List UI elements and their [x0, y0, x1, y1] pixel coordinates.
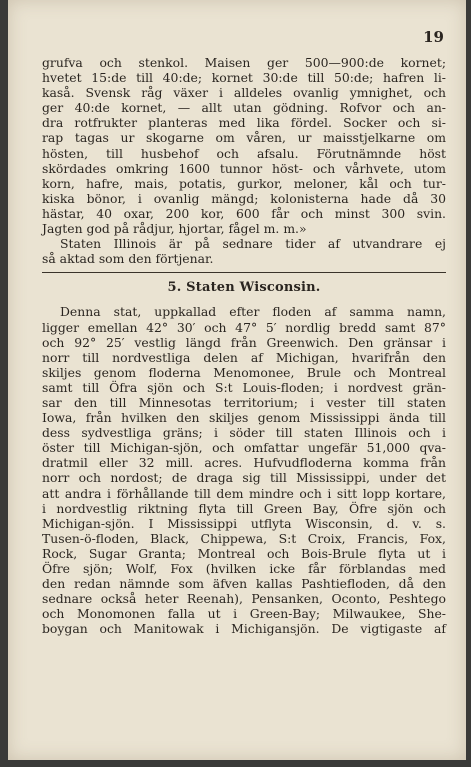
text-line: att andra i förhållande till dem mindre och i sitt lopp kortare, — [42, 485, 446, 501]
text-line: hösten, till husbehof och afsalu. Förutnämnde höst — [42, 145, 446, 161]
paragraph-crops — [42, 55, 446, 236]
text-line: norr och nordost; de draga sig till Mississippi, under det — [42, 470, 446, 486]
text-line: sednare också heter Reenah), Pensanken, Oconto, Peshtego — [42, 591, 446, 607]
text-line: Denna stat, uppkallad efter floden af samma namn, — [60, 304, 446, 320]
text-line: öster till Michigan-sjön, och omfattar ungefär 51,000 qva- — [42, 440, 446, 456]
paragraph-illinois — [42, 236, 446, 266]
text-line: korn, hafre, mais, potatis, gurkor, meloner, kål och tur- — [42, 175, 446, 191]
text-line: boygan och Manitowak i Michigansjön. De vigtigaste af — [42, 621, 446, 637]
text-line: i nordvestlig riktning flyta till Green Bay, Öfre sjön och — [42, 500, 446, 516]
section-rule — [42, 272, 446, 273]
text-line: dra rotfrukter planteras med lika fördel. Socker och si- — [42, 115, 446, 131]
text-line: så aktad som den förtjenar. — [42, 251, 214, 267]
text-line: skördades omkring 1600 tunnor höst- och vårhvete, utom — [42, 160, 446, 176]
text-line: dess sydvestliga gräns; i söder till staten Illinois och i — [42, 425, 446, 441]
text-line: Öfre sjön; Wolf, Fox (hvilken icke får förblandas med — [42, 561, 446, 576]
text-line: Iowa, från hvilken den skiljes genom Mississippi ända till — [42, 410, 446, 426]
text-line: den redan nämnde som äfven kallas Pashtiefloden, då den — [42, 576, 446, 592]
text-line: och Monomonen falla ut i Green-Bay; Milwaukee, She- — [42, 606, 446, 622]
text-line: Tusen-ö-floden, Black, Chippewa, S:t Croix, Francis, Fox, — [42, 530, 446, 546]
text-line: Staten Illinois är på sednare tider af utvandrare ej — [60, 236, 446, 252]
text-line: ger 40:de kornet, — allt utan gödning. Rofvor och an- — [42, 100, 446, 116]
page-number: 19 — [423, 28, 444, 46]
text-line: dratmil eller 32 mill. acres. Hufvudfloderna komma från — [42, 455, 446, 471]
text-line: Rock, Sugar Granta; Montreal och Bois-Brule flyta ut i — [42, 545, 446, 561]
text-line: norr till nordvestliga delen af Michigan, hvarifrån den — [42, 349, 446, 365]
text-line: grufva och stenkol. Maisen ger 500—900:de kornet; — [42, 55, 446, 70]
text-line: Michigan-sjön. I Mississippi utflyta Wisconsin, d. v. s. — [42, 515, 446, 531]
text-line: och 92° 25′ vestlig längd från Greenwich. Den gränsar i — [42, 334, 446, 350]
text-line: rap tagas ur skogarne om våren, ur maisstjelkarne om — [42, 130, 446, 146]
text-line: samt till Öfra sjön och S:t Louis-floden; i nordvest grän- — [42, 379, 446, 395]
text-line: kiska bönor, i ovanlig mängd; kolonisterna hade då 30 — [42, 190, 446, 206]
book-page — [8, 0, 466, 760]
text-line: hästar, 40 oxar, 200 kor, 600 får och minst 300 svin. — [42, 205, 446, 221]
text-line: hvetet 15:de till 40:de; kornet 30:de till 50:de; hafren li- — [42, 70, 446, 86]
page-text — [42, 55, 446, 636]
text-line: Jagten god på rådjur, hjortar, fågel m. m.» — [42, 221, 307, 237]
text-line: ligger emellan 42° 30′ och 47° 5′ nordlig bredd samt 87° — [42, 319, 446, 335]
paragraph-wisconsin — [42, 304, 446, 636]
section-heading: 5. Staten Wisconsin. — [167, 280, 321, 296]
text-line: kaså. Svensk råg växer i alldeles ovanlig ymnighet, och — [42, 85, 446, 101]
text-line: sar den till Minnesotas territorium; i vester till staten — [42, 394, 446, 410]
text-line: skiljes genom floderna Menomonee, Brule och Montreal — [42, 364, 446, 380]
